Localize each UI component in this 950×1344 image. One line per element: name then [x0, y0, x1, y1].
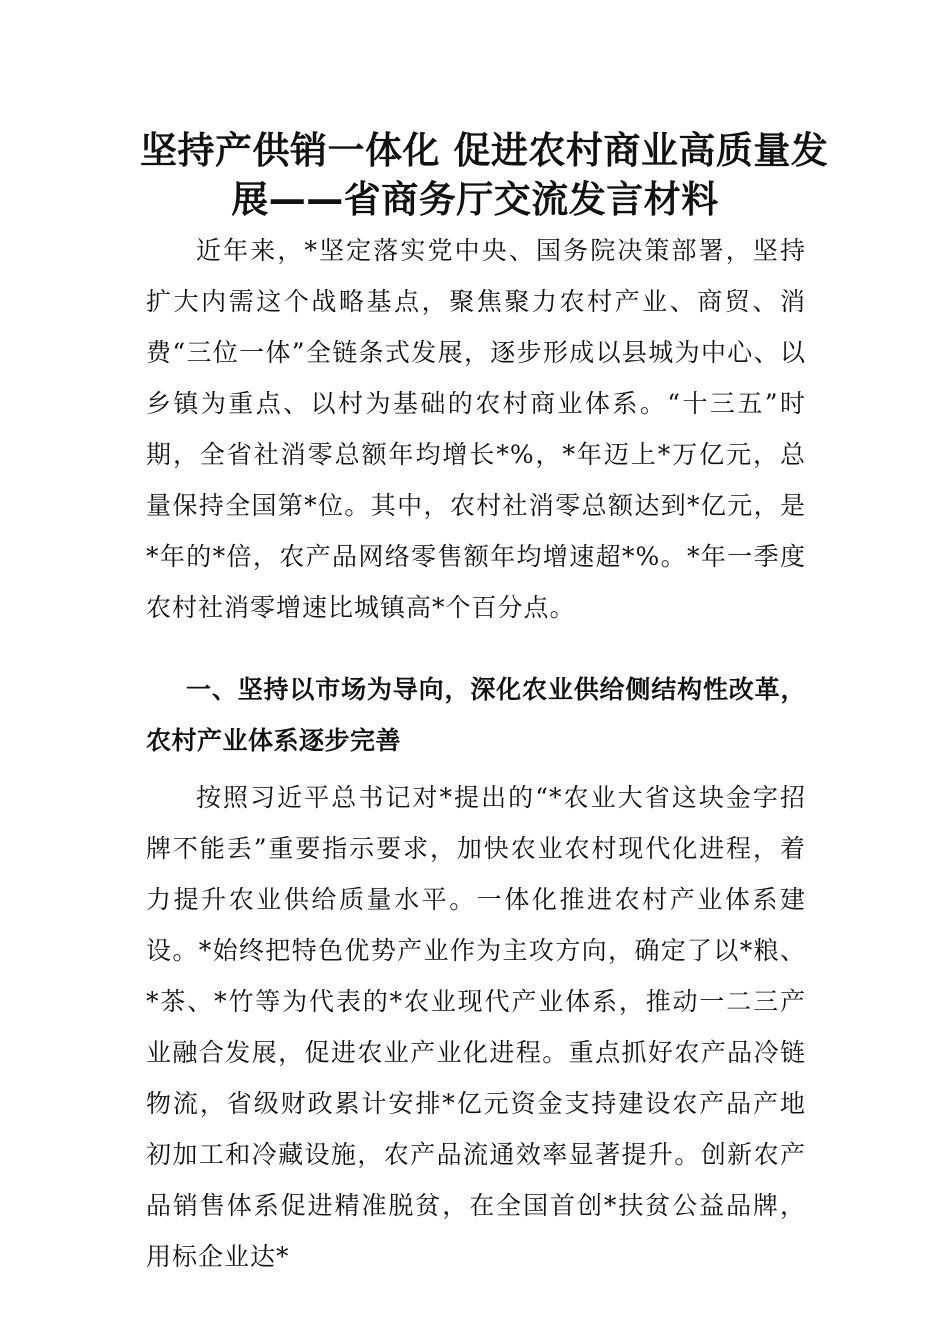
document-title-line-1: 坚持产供销一体化 促进农村商业高质量发 [140, 129, 829, 172]
document-title-line-2: 展——省商务厅交流发言材料 [231, 178, 719, 221]
section-heading-1: 一、坚持以市场为导向，深化农业供给侧结构性改革，农村产业体系逐步完善 [146, 675, 806, 755]
section-1-paragraph: 按照习近平总书记对*提出的“*农业大省这块金字招牌不能丢”重要指示要求，加快农业农村现代化进程，着力提升农业供给质量水平。一体化推进农村产业体系建设。*始终把特色优势产业作为主攻方向，确定了以*粮、*茶、*竹等为代表的*农业现代产业体系，推动一二三产业融合发展，促进农业产业化进程。重点抓好农产品冷链物流，省级财政累计安排*亿元资金支持建设农产品产地初加工和冷藏设施，农产品流通效率显著提升。创新农产品销售体系促进精准脱贫，在全国首创*扶贫公益品牌，用标企业达* [146, 783, 806, 1271]
intro-paragraph: 近年来，*坚定落实党中央、国务院决策部署，坚持扩大内需这个战略基点，聚焦聚力农村产业、商贸、消费“三位一体”全链条式发展，逐步形成以县城为中心、以乡镇为重点、以村为基础的农村商业体系。“十三五”时期，全省社消零总额年均增长*%，*年迈上*万亿元，总量保持全国第*位。其中，农村社消零总额达到*亿元，是*年的*倍，农产品网络零售额年均增速超*%。*年一季度农村社消零增速比城镇高*个百分点。 [146, 236, 806, 622]
